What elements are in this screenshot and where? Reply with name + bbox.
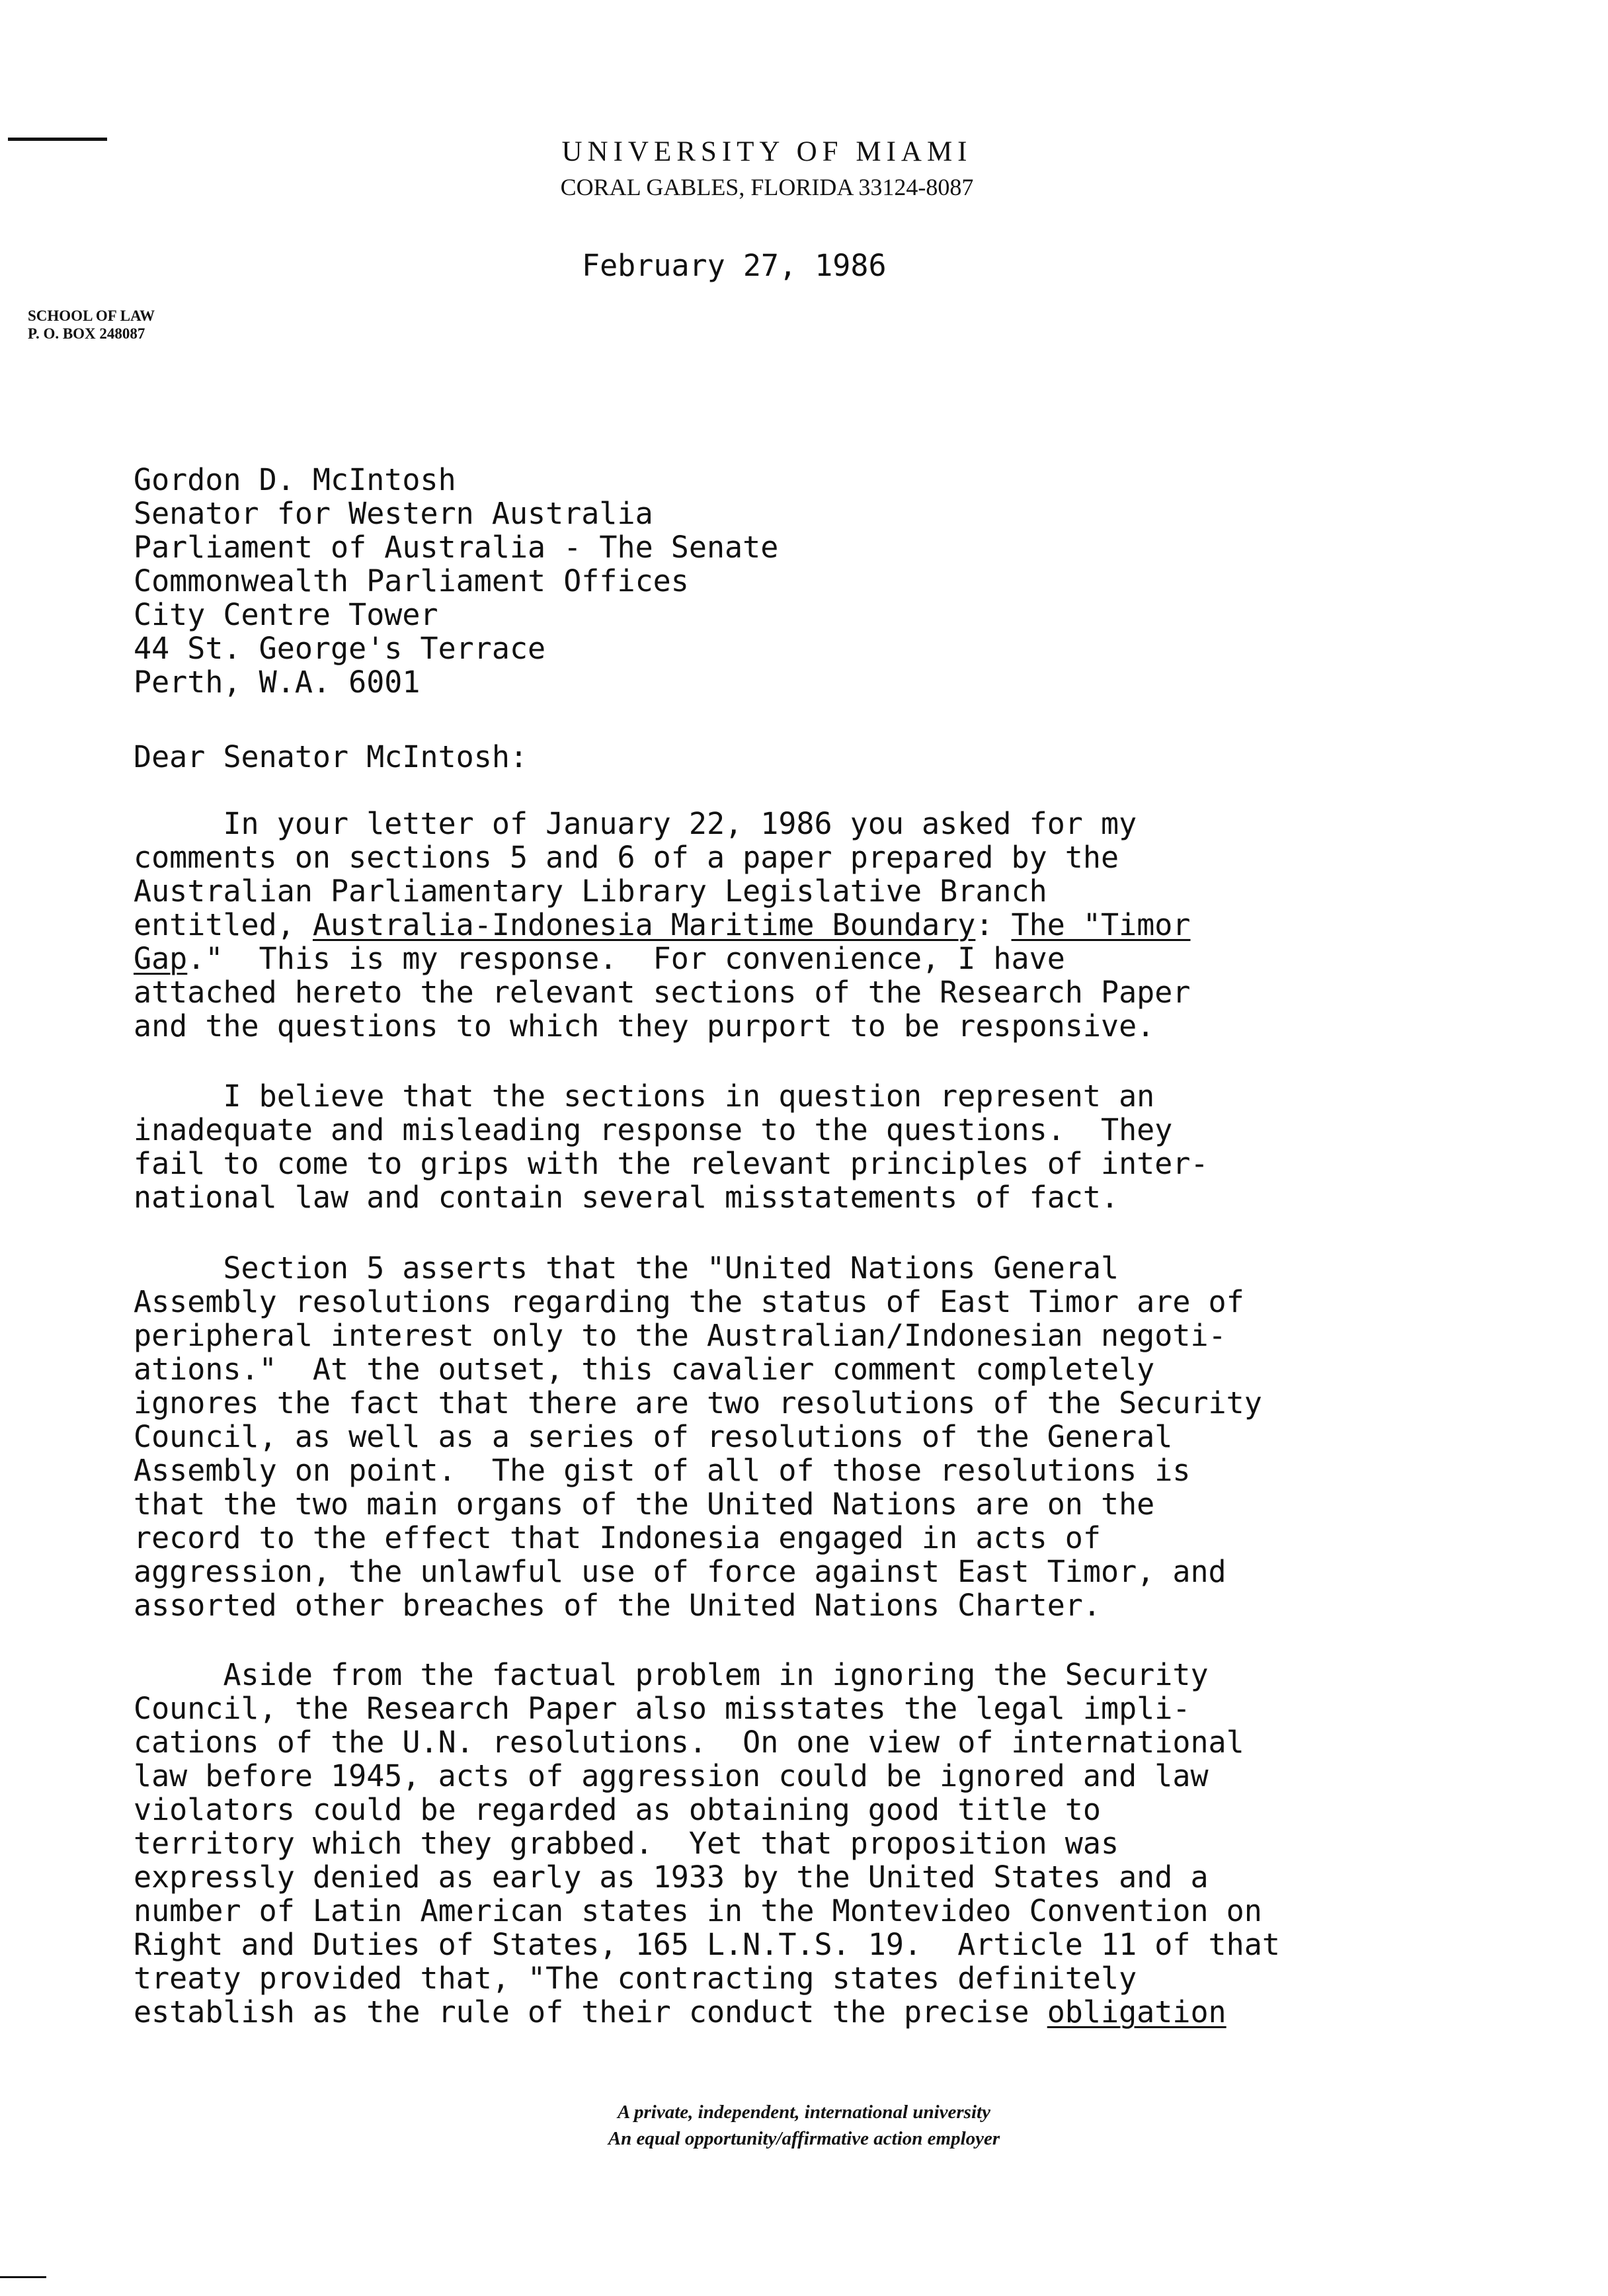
address-line: 44 St. George's Terrace [134,631,546,666]
paper-subtitle-underlined: The "Timor [1011,907,1191,942]
school-name: SCHOOL OF LAW [28,308,155,324]
body-line: law before 1945, acts of aggression could be ignored and law [134,1758,1209,1793]
text-span: entitled, [134,907,313,942]
body-line: cations of the U.N. resolutions. On one view of international [134,1725,1244,1760]
paragraph-1 [134,807,1190,1043]
body-line: Australian Parliamentary Library Legislative Branch [134,874,1047,909]
body-line: inadequate and misleading response to the questions. They [134,1112,1173,1147]
paper-subtitle-underlined: Gap [134,941,188,976]
paragraph-3 [134,1251,1262,1622]
body-line: Section 5 asserts that the "United Nations General [134,1250,1119,1286]
university-address: CORAL GABLES, FLORIDA 33124-8087 [560,174,974,200]
body-line: comments on sections 5 and 6 of a paper prepared by the [134,840,1119,875]
body-line: ations." At the outset, this cavalier comment completely [134,1352,1155,1387]
university-name: UNIVERSITY OF MIAMI [561,136,973,167]
scan-mark [0,2276,46,2278]
body-line [134,942,1190,975]
body-line: Council, as well as a series of resolutions of the General [134,1419,1173,1454]
body-line: number of Latin American states in the Montevideo Convention on [134,1893,1262,1928]
body-line: national law and contain several misstatements of fact. [134,1180,1119,1215]
body-line: territory which they grabbed. Yet that proposition was [134,1826,1119,1861]
address-line: Commonwealth Parliament Offices [134,563,689,598]
body-line: and the questions to which they purport to be responsive. [134,1008,1155,1044]
address-line: Gordon D. McIntosh [134,462,456,497]
recipient-address [134,463,778,699]
text-span: ." This is my response. For convenience, I have [187,941,1065,976]
school-block [28,307,155,343]
body-line: treaty provided that, "The contracting states definitely [134,1961,1137,1996]
body-line: violators could be regarded as obtaining good title to [134,1792,1101,1827]
body-line: assorted other breaches of the United Nations Charter. [134,1588,1101,1623]
body-line: ignores the fact that there are two resolutions of the Security [134,1385,1262,1420]
body-line: I believe that the sections in question represent an [134,1079,1155,1114]
body-line: Council, the Research Paper also misstates the legal impli- [134,1691,1191,1726]
body-line: attached hereto the relevant sections of the Research Paper [134,975,1191,1010]
paper-title-underlined: Australia-Indonesia Maritime Boundary [312,907,976,942]
body-line: that the two main organs of the United Nations are on the [134,1487,1155,1522]
body-line: fail to come to grips with the relevant principles of inter- [134,1146,1209,1181]
body-line: In your letter of January 22, 1986 you asked for my [134,806,1137,841]
body-line: peripheral interest only to the Australian/Indonesian negoti- [134,1318,1226,1353]
body-line [134,1995,1280,2029]
paragraph-4 [134,1658,1280,2029]
address-line: Perth, W.A. 6001 [134,665,421,700]
text-span: establish as the rule of their conduct the precise [134,1994,1047,2030]
address-line: Parliament of Australia - The Senate [134,530,779,565]
underlined-word: obligation [1047,1994,1226,2030]
po-box: P. O. BOX 248087 [28,325,145,342]
footer-line-2: An equal opportunity/affirmative action employer [608,2128,1000,2149]
body-line: Assembly resolutions regarding the status of East Timor are of [134,1284,1244,1319]
body-line: Right and Duties of States, 165 L.N.T.S. 19. Article 11 of that [134,1927,1280,1962]
address-line: City Centre Tower [134,597,438,632]
address-line: Senator for Western Australia [134,496,653,531]
body-line: record to the effect that Indonesia engaged in acts of [134,1520,1101,1555]
body-line: Aside from the factual problem in ignoring the Security [134,1657,1209,1692]
body-line: aggression, the unlawful use of force against East Timor, and [134,1554,1226,1589]
body-line: expressly denied as early as 1933 by the United States and a [134,1860,1209,1895]
paragraph-2 [134,1079,1209,1214]
body-line: Assembly on point. The gist of all of those resolutions is [134,1453,1191,1488]
salutation: Dear Senator McIntosh: [134,739,528,774]
letter-date: February 27, 1986 [582,248,887,283]
body-line [134,908,1190,942]
scan-mark [8,138,107,141]
text-span: : [975,907,1012,942]
footer-line-1: A private, independent, international university [618,2102,990,2123]
